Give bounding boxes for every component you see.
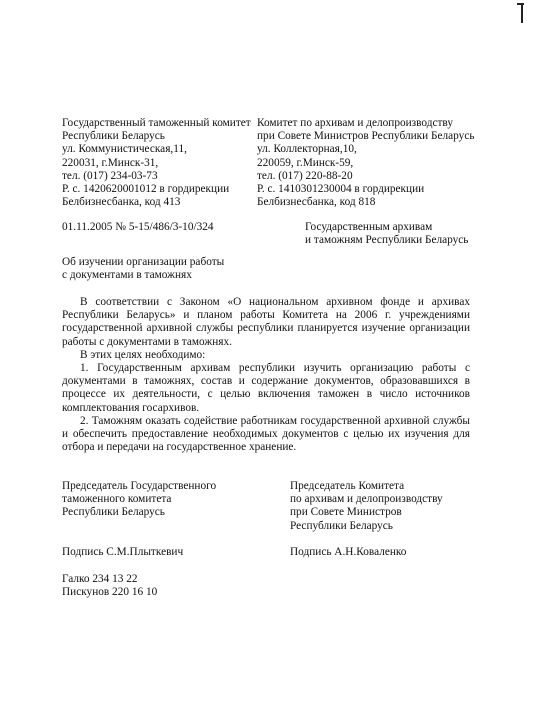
addressee-line: и таможням Республики Беларусь — [305, 234, 469, 247]
signatory-title-line: Республики Беларусь — [62, 506, 165, 519]
contact-line: Галко 234 13 22 — [62, 573, 138, 585]
bank-account-line: Р. с. 1410301230004 в гордирекции — [257, 183, 425, 196]
sender-right-organization — [257, 117, 475, 209]
subject-line: Об изучении организации работы — [62, 256, 225, 268]
address-line: ул. Коммунистическая,11, — [62, 143, 187, 156]
org-name-line: при Совете Министров Республики Беларусь — [257, 130, 475, 143]
signatory-title-line: Председатель Комитета — [290, 480, 405, 492]
address-line: 220031, г.Минск-31, — [62, 156, 159, 169]
org-name-line: Комитет по архивам и делопроизводству — [257, 117, 454, 129]
bank-code-line: Белбизнесбанка, код 413 — [62, 196, 181, 209]
letter-body — [62, 296, 470, 454]
contacts — [62, 573, 157, 599]
sender-left-organization — [62, 117, 255, 209]
signatory-title-line: таможенного комитета — [62, 493, 172, 506]
body-purpose-line: В этих целях необходимо: — [80, 348, 206, 361]
signature-left: Подпись С.М.Плыткевич — [62, 546, 184, 558]
phone-line: тел. (017) 220-88-20 — [257, 169, 353, 182]
signatory-right — [290, 480, 443, 533]
registration-number: 01.11.2005 № 5-15/486/3-10/324 — [62, 221, 214, 233]
bank-code-line: Белбизнесбанка, код 818 — [257, 196, 376, 209]
contact-line: Пискунов 220 16 10 — [62, 586, 158, 599]
body-intro-paragraph: В соответствии с Законом «О национальном архивном фонде и архивах Республики Беларусь» и планом работы Комитета на 2006 г. учреждениями государственной архивной службы республики планируется изучение организации работы с документами в таможнях. — [62, 296, 470, 348]
signatory-left — [62, 480, 216, 520]
bank-account-line: Р. с. 1420620001012 в гордирекции — [62, 183, 230, 196]
page-edge-tick — [517, 3, 524, 5]
signatory-title-line: Председатель Государственного — [62, 480, 217, 492]
signatory-title-line: по архивам и делопроизводству — [290, 493, 443, 506]
page-edge-mark — [521, 3, 523, 23]
signatory-title-line: Республики Беларусь — [290, 519, 393, 532]
phone-line: тел. (017) 234-03-73 — [62, 169, 158, 182]
org-name-line: Государственный таможенный комитет — [62, 117, 251, 129]
addressee — [305, 221, 468, 247]
signature-right: Подпись А.Н.Коваленко — [290, 546, 407, 558]
body-item-1: 1. Государственным архивам республики изучить организацию работы с документами в таможнях, состав и содержание документов, образовавшихся в процессе их деятельности, с целью включения таможен в число источников комплектования госархивов. — [62, 362, 470, 414]
subject-line: с документами в таможнях — [62, 269, 192, 282]
addressee-line: Государственным архивам — [305, 221, 433, 233]
signatory-title-line: при Совете Министров — [290, 506, 402, 519]
subject — [62, 256, 224, 282]
org-name-line: Республики Беларусь — [62, 130, 165, 143]
address-line: 220059, г.Минск-59, — [257, 156, 354, 169]
address-line: ул. Коллекторная,10, — [257, 143, 357, 156]
body-item-2: 2. Таможням оказать содействие работникам государственной архивной службы и обеспечить предоставление необходимых документов с целью их изучения для отбора и передачи на государственное хранение. — [62, 414, 470, 454]
